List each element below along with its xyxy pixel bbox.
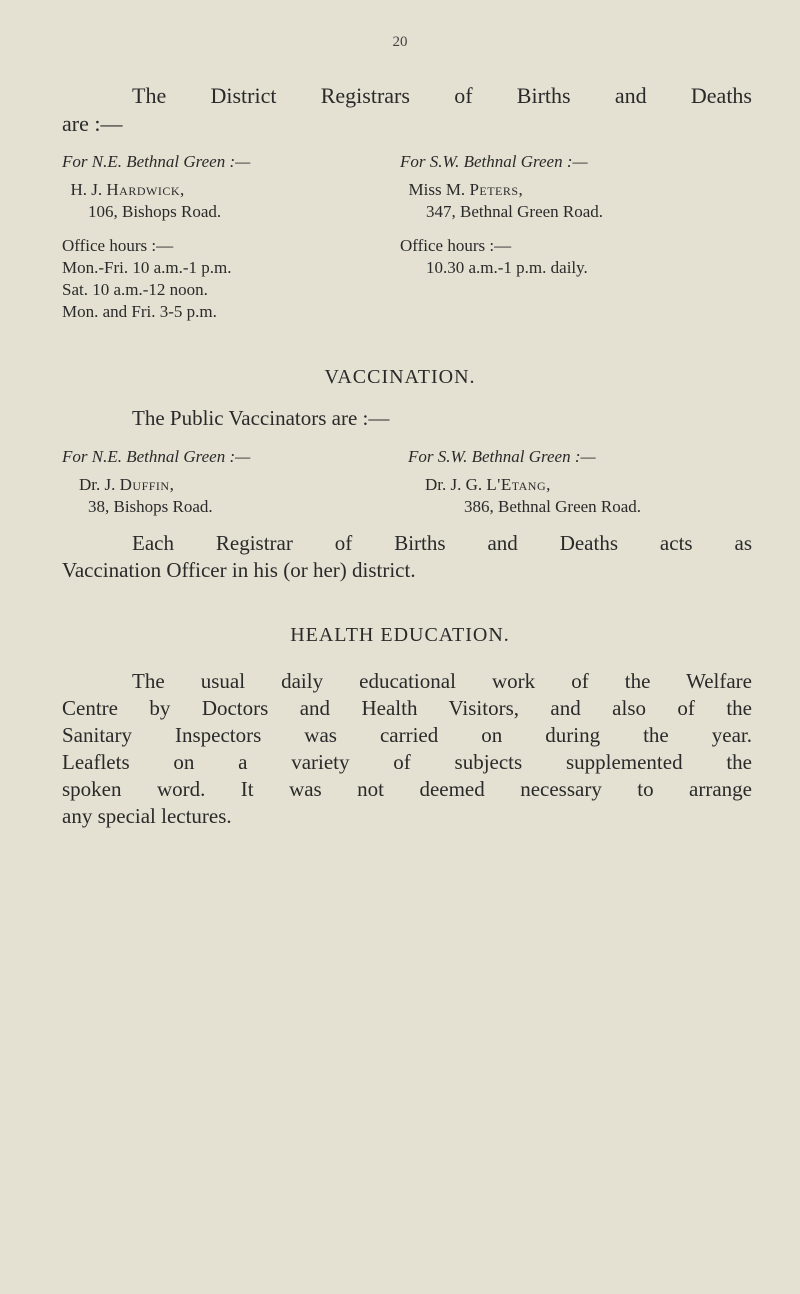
registrar-sw-heading: For S.W. Bethnal Green :— xyxy=(400,152,588,171)
registrars-intro-line1: The District Registrars of Births and Deaths xyxy=(132,83,752,108)
registrars-intro-line2: are :— xyxy=(62,111,123,136)
vaccinator-sw-name-prefix: Dr. J. G. xyxy=(425,475,487,494)
health-education-paragraph xyxy=(62,668,752,830)
registrar-sw-block xyxy=(400,151,603,279)
page-number: 20 xyxy=(392,34,408,50)
registrar-sw-hours-label: Office hours :— xyxy=(400,236,512,255)
registrar-sw-hours-1: 10.30 a.m.-1 p.m. daily. xyxy=(426,258,588,277)
health-education-title: HEALTH EDUCATION. xyxy=(290,624,510,646)
vaccinator-ne-name xyxy=(62,474,250,496)
health-education-line2: Centre by Doctors and Health Visitors, and also of the xyxy=(62,696,752,720)
registrar-sw-name xyxy=(400,179,603,201)
vaccination-title: VACCINATION. xyxy=(324,366,476,388)
vaccinator-ne-name-surname: Duffin, xyxy=(119,475,175,494)
vaccinator-sw-name xyxy=(408,474,641,496)
vaccinator-sw-address: 386, Bethnal Green Road. xyxy=(464,497,642,516)
registrar-ne-heading: For N.E. Bethnal Green :— xyxy=(62,152,251,171)
registrar-ne-address: 106, Bishops Road. xyxy=(88,202,222,221)
registrar-sw-name-prefix: Miss M. xyxy=(408,180,470,199)
registrar-ne-name xyxy=(62,179,250,201)
vaccination-lead: The Public Vaccinators are :— xyxy=(132,406,390,430)
registrar-sw-address: 347, Bethnal Green Road. xyxy=(426,202,604,221)
health-education-line5: spoken word. It was not deemed necessary to arrange xyxy=(62,777,752,801)
registrar-ne-name-prefix: H. J. xyxy=(70,180,107,199)
vaccinator-ne-name-prefix: Dr. J. xyxy=(79,475,120,494)
registrar-ne-hours-3: Mon. and Fri. 3-5 p.m. xyxy=(62,302,217,321)
health-education-line3: Sanitary Inspectors was carried on during the year. xyxy=(62,723,752,747)
vaccination-note-line1: Each Registrar of Births and Deaths acts as xyxy=(132,531,752,555)
health-education-line6: any special lectures. xyxy=(62,804,232,828)
registrar-ne-block xyxy=(62,151,250,323)
vaccinator-ne-heading: For N.E. Bethnal Green :— xyxy=(62,447,251,466)
vaccinator-sw-heading: For S.W. Bethnal Green :— xyxy=(408,447,596,466)
vaccination-note-line2: Vaccination Officer in his (or her) district. xyxy=(62,558,416,582)
vaccinator-sw-block xyxy=(408,446,641,518)
registrar-ne-hours-1: Mon.-Fri. 10 a.m.-1 p.m. xyxy=(62,258,232,277)
registrar-ne-name-surname: Hardwick, xyxy=(106,180,185,199)
vaccinator-sw-name-surname: L'Etang, xyxy=(486,475,551,494)
registrar-sw-name-surname: Peters, xyxy=(469,180,524,199)
registrar-ne-hours-label: Office hours :— xyxy=(62,236,174,255)
vaccination-note xyxy=(62,530,752,584)
vaccinator-ne-block xyxy=(62,446,250,518)
vaccinator-ne-address: 38, Bishops Road. xyxy=(88,497,213,516)
registrars-intro xyxy=(62,82,752,138)
registrar-ne-hours-2: Sat. 10 a.m.-12 noon. xyxy=(62,280,208,299)
health-education-line4: Leaflets on a variety of subjects supplemented the xyxy=(62,750,752,774)
health-education-line1: The usual daily educational work of the Welfare xyxy=(132,669,752,693)
